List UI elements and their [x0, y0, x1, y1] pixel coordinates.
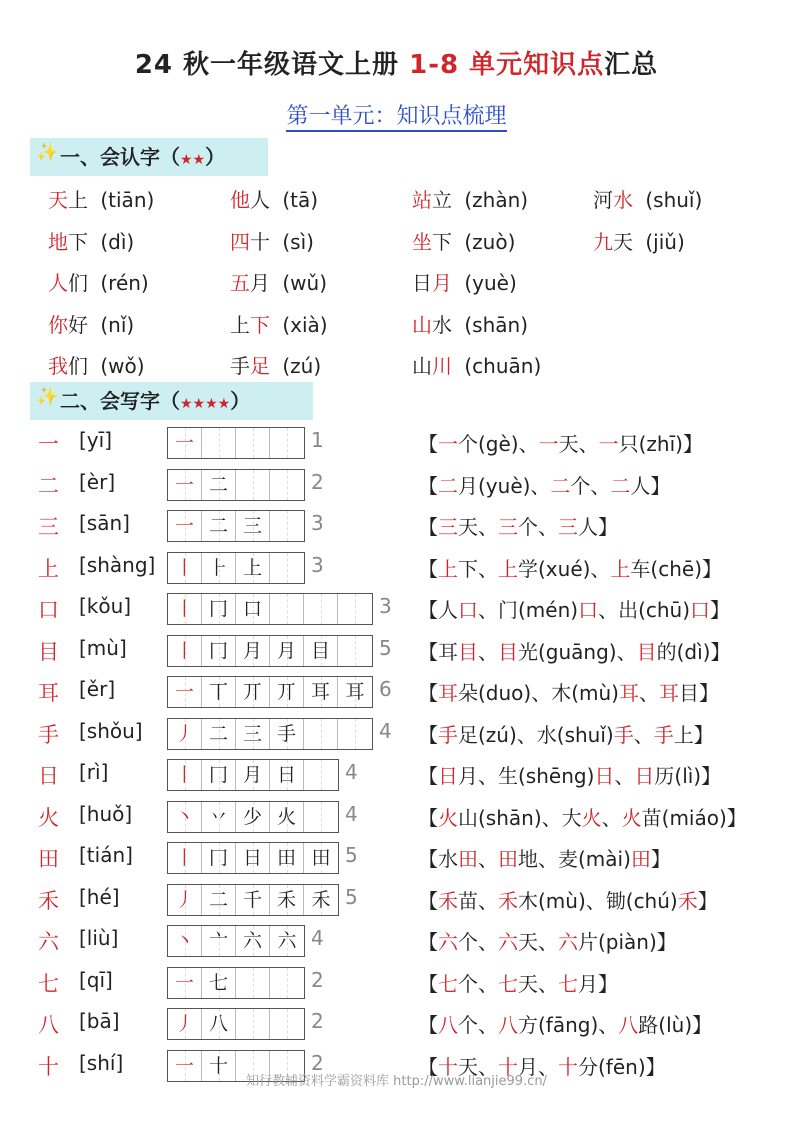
- stroke-count: 2: [311, 967, 324, 992]
- recognize-word: 上下 (xià): [230, 312, 328, 337]
- stroke-grid: [167, 967, 305, 999]
- recognize-word: 地下 (dì): [48, 229, 135, 254]
- write-char: 一: [38, 432, 59, 456]
- stroke-cell: 手: [270, 719, 304, 749]
- stroke-count: 4: [345, 801, 358, 826]
- write-char: 口: [38, 598, 59, 622]
- stroke-count: 3: [311, 511, 324, 535]
- recognize-word: 站立 (zhàn): [412, 188, 529, 212]
- write-char: 七: [38, 971, 59, 996]
- stroke-cell: 月: [236, 760, 270, 790]
- stroke-count: 4: [345, 760, 358, 784]
- example-phrase: 【十天、十月、十分(fēn)】: [418, 1054, 666, 1079]
- stroke-grid: [167, 552, 305, 584]
- section-write-header: ✨ 二、会写字（★★★★）: [30, 382, 313, 420]
- stroke-cell: 一: [168, 470, 202, 500]
- example-phrase: 【六个、六天、六片(piàn)】: [418, 930, 677, 954]
- stroke-cell: 丿: [168, 885, 202, 915]
- stroke-cell: 丌: [270, 677, 304, 707]
- recognize-word: 手足 (zú): [230, 354, 322, 378]
- stroke-grid: [167, 635, 373, 667]
- stroke-cell: 十: [202, 1051, 236, 1081]
- write-char: 上: [38, 556, 59, 581]
- write-char: 十: [38, 1054, 59, 1079]
- example-phrase: 【水田、田地、麦(mài)田】: [418, 847, 671, 871]
- stroke-cell: 日: [270, 760, 304, 790]
- stroke-grid: [167, 801, 339, 833]
- stroke-cell: 耳: [304, 677, 338, 707]
- example-phrase: 【二月(yuè)、二个、二人】: [418, 473, 671, 498]
- stroke-cell: [338, 636, 372, 666]
- stroke-grid: [167, 718, 373, 750]
- write-char: 目: [38, 639, 59, 664]
- page-title: 24 秋一年级语文上册 1-8 单元知识点汇总: [134, 50, 659, 80]
- stroke-cell: 禾: [304, 885, 338, 915]
- stroke-grid: [167, 759, 339, 791]
- write-char: 耳: [38, 681, 59, 705]
- stroke-count: 2: [311, 469, 324, 494]
- stroke-cell: 月: [236, 636, 270, 666]
- stroke-cell: 二: [202, 511, 236, 541]
- recognize-word: 天上 (tiān): [48, 188, 155, 212]
- example-phrase: 【人口、门(mén)口、出(chū)口】: [418, 598, 731, 622]
- stroke-cell: 丌: [236, 677, 270, 707]
- write-char: 禾: [38, 888, 59, 913]
- write-pinyin: [rì]: [79, 760, 109, 784]
- stroke-cell: [202, 428, 236, 458]
- recognize-word: 你好 (nǐ): [48, 312, 135, 337]
- stroke-cell: 一: [168, 1051, 202, 1081]
- stroke-cell: 耳: [338, 677, 372, 707]
- example-phrase: 【耳朵(duo)、木(mù)耳、耳目】: [418, 681, 719, 705]
- stroke-grid: [167, 510, 305, 542]
- stroke-cell: 丨: [168, 553, 202, 583]
- recognize-word: 山川 (chuān): [412, 354, 542, 378]
- write-pinyin: [bā]: [79, 1009, 120, 1033]
- write-pinyin: [shí]: [79, 1050, 124, 1075]
- write-pinyin: [qī]: [79, 967, 113, 992]
- write-pinyin: [mù]: [79, 635, 127, 660]
- example-phrase: 【七个、七天、七月】: [418, 971, 618, 996]
- stroke-count: 3: [311, 552, 324, 577]
- stroke-cell: 六: [270, 926, 304, 956]
- write-pinyin: [shǒu]: [79, 718, 143, 743]
- recognize-word: 九天 (jiǔ): [593, 229, 685, 254]
- stroke-cell: 丨: [168, 594, 202, 624]
- recognize-word: 人们 (rén): [48, 271, 149, 295]
- unit-subtitle: 第一单元：知识点梳理: [0, 99, 793, 130]
- write-pinyin: [liù]: [79, 926, 119, 950]
- stroke-cell: 丷: [202, 802, 236, 832]
- stroke-cell: 目: [304, 636, 338, 666]
- recognize-word: 坐下 (zuò): [412, 229, 516, 254]
- stroke-cell: 三: [236, 511, 270, 541]
- stroke-cell: 田: [270, 843, 304, 873]
- stroke-cell: 丿: [168, 719, 202, 749]
- stroke-cell: 冂: [202, 843, 236, 873]
- stroke-cell: [270, 1009, 304, 1039]
- stroke-count: 2: [311, 1050, 324, 1075]
- stroke-count: 4: [379, 718, 392, 743]
- stroke-cell: 冂: [202, 760, 236, 790]
- sparkle-icon: ✨: [36, 386, 59, 407]
- stroke-count: 3: [379, 594, 392, 618]
- recognize-word: 河水 (shuǐ): [593, 188, 703, 212]
- stroke-cell: 丨: [168, 843, 202, 873]
- example-phrase: 【上下、上学(xué)、上车(chē)】: [418, 556, 723, 581]
- stroke-cell: 七: [202, 968, 236, 998]
- stroke-cell: [304, 760, 338, 790]
- stroke-grid: [167, 842, 339, 874]
- stroke-cell: 二: [202, 470, 236, 500]
- sparkle-icon: ✨: [36, 142, 59, 163]
- stroke-cell: [304, 802, 338, 832]
- write-char: 八: [38, 1013, 59, 1037]
- recognize-word: 五月 (wǔ): [230, 271, 327, 295]
- stroke-cell: 冂: [202, 594, 236, 624]
- stroke-cell: [304, 594, 338, 624]
- example-phrase: 【耳目、目光(guāng)、目的(dì)】: [418, 639, 731, 664]
- stroke-grid: [167, 676, 373, 708]
- watermark-footer: 知行教辅资料学霸资料库 http://www.lianjie99.cn/: [246, 1074, 547, 1089]
- stroke-count: 6: [379, 677, 392, 701]
- stroke-cell: 丶: [168, 802, 202, 832]
- stroke-count: 5: [345, 884, 358, 909]
- recognize-word: 他人 (tā): [230, 188, 319, 212]
- stroke-cell: 少: [236, 802, 270, 832]
- recognize-word: 日月 (yuè): [412, 271, 517, 295]
- stroke-count: 5: [345, 843, 358, 867]
- stroke-cell: 田: [304, 843, 338, 873]
- write-pinyin: [shàng]: [79, 552, 156, 577]
- stroke-cell: 火: [270, 802, 304, 832]
- stroke-cell: 月: [270, 636, 304, 666]
- recognize-word: 四十 (sì): [230, 229, 314, 254]
- stroke-cell: [270, 470, 304, 500]
- stroke-cell: 千: [236, 885, 270, 915]
- stroke-cell: 一: [168, 968, 202, 998]
- stroke-cell: 二: [202, 719, 236, 749]
- stroke-cell: [270, 594, 304, 624]
- stroke-cell: 冂: [202, 636, 236, 666]
- stroke-cell: 六: [236, 926, 270, 956]
- section-recognize-header: ✨ 一、会认字（★★）: [30, 138, 268, 176]
- write-char: 田: [38, 847, 59, 871]
- stroke-grid: [167, 1008, 305, 1040]
- stroke-cell: [304, 719, 338, 749]
- write-pinyin: [tián]: [79, 843, 133, 867]
- stroke-cell: ⺊: [202, 553, 236, 583]
- stroke-cell: 丶: [168, 926, 202, 956]
- stroke-cell: [270, 428, 304, 458]
- stroke-cell: [270, 553, 304, 583]
- example-phrase: 【八个、八方(fāng)、八路(lù)】: [418, 1013, 713, 1037]
- write-pinyin: [yī]: [79, 428, 112, 452]
- stroke-cell: 丨: [168, 636, 202, 666]
- example-phrase: 【日月、生(shēng)日、日历(lì)】: [418, 764, 722, 788]
- stroke-cell: 丨: [168, 760, 202, 790]
- example-phrase: 【一个(gè)、一天、一只(zhī)】: [418, 432, 703, 456]
- stroke-cell: 一: [168, 511, 202, 541]
- example-phrase: 【禾苗、禾木(mù)、锄(chú)禾】: [418, 888, 718, 913]
- write-char: 六: [38, 930, 59, 954]
- stroke-cell: [338, 594, 372, 624]
- stroke-cell: [270, 511, 304, 541]
- stroke-cell: 禾: [270, 885, 304, 915]
- example-phrase: 【火山(shān)、大火、火苗(miáo)】: [418, 805, 747, 830]
- write-pinyin: [kǒu]: [79, 594, 132, 618]
- stroke-cell: 亠: [202, 926, 236, 956]
- example-phrase: 【手足(zú)、水(shuǐ)手、手上】: [418, 722, 714, 747]
- stroke-cell: 一: [168, 428, 202, 458]
- stroke-count: 1: [311, 428, 324, 452]
- write-pinyin: [ěr]: [79, 677, 116, 701]
- recognize-word: 山水 (shān): [412, 312, 528, 337]
- stroke-cell: 八: [202, 1009, 236, 1039]
- stroke-cell: [236, 968, 270, 998]
- write-pinyin: [sān]: [79, 511, 130, 535]
- stroke-cell: [338, 719, 372, 749]
- write-char: 三: [38, 515, 59, 539]
- stroke-cell: [236, 428, 270, 458]
- stroke-cell: 口: [236, 594, 270, 624]
- recognize-word: 我们 (wǒ): [48, 354, 145, 378]
- stroke-cell: [236, 1009, 270, 1039]
- write-char: 火: [38, 805, 59, 830]
- stroke-cell: [270, 968, 304, 998]
- stroke-cell: 二: [202, 885, 236, 915]
- stroke-cell: [236, 470, 270, 500]
- stroke-cell: 三: [236, 719, 270, 749]
- stroke-grid: [167, 427, 305, 459]
- stroke-count: 2: [311, 1009, 324, 1033]
- stroke-cell: 一: [168, 677, 202, 707]
- example-phrase: 【三天、三个、三人】: [418, 515, 618, 539]
- write-pinyin: [huǒ]: [79, 801, 133, 826]
- stroke-cell: 上: [236, 553, 270, 583]
- stroke-grid: [167, 925, 305, 957]
- write-char: 手: [38, 722, 59, 747]
- write-pinyin: [hé]: [79, 884, 120, 909]
- stroke-cell: 日: [236, 843, 270, 873]
- stroke-cell: 丅: [202, 677, 236, 707]
- stroke-grid: [167, 884, 339, 916]
- stroke-grid: [167, 593, 373, 625]
- stroke-grid: [167, 469, 305, 501]
- write-pinyin: [èr]: [79, 469, 116, 494]
- stroke-cell: 丿: [168, 1009, 202, 1039]
- write-char: 二: [38, 473, 59, 498]
- stroke-count: 4: [311, 926, 324, 950]
- stroke-count: 5: [379, 635, 392, 660]
- write-char: 日: [38, 764, 59, 788]
